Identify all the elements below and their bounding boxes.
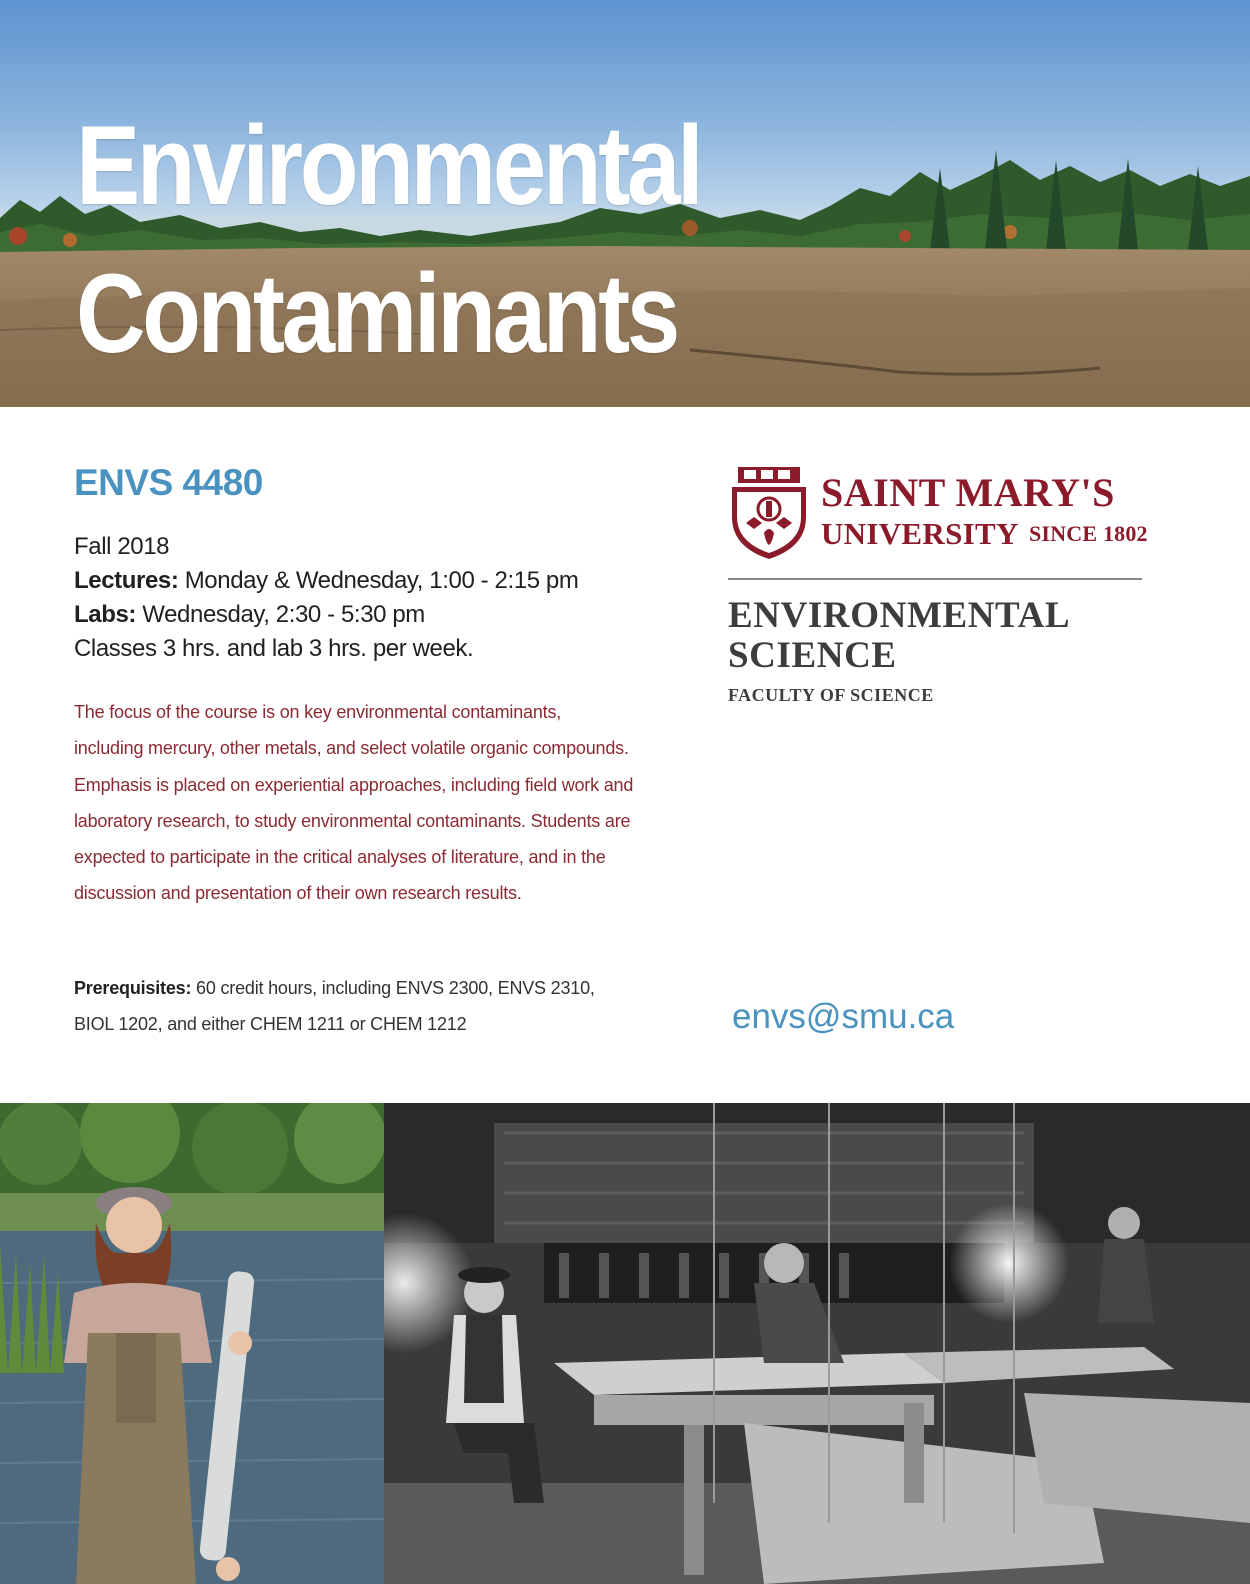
email-link[interactable]: envs@smu.ca: [732, 997, 955, 1036]
university-since: SINCE 1802: [1029, 521, 1148, 546]
department-line-1: ENVIRONMENTAL: [728, 595, 1071, 636]
title-line-2: Contaminants: [76, 251, 677, 376]
department-name: [728, 596, 1070, 706]
labs-label: Labs:: [74, 601, 137, 628]
hero-banner: [0, 0, 1250, 407]
hours-row: Classes 3 hrs. and lab 3 hrs. per week.: [74, 635, 474, 662]
crest-icon: [728, 465, 810, 561]
lectures-label: Lectures:: [74, 567, 179, 594]
university-name-line-1: SAINT MARY'S: [821, 470, 1115, 515]
lectures-row: [74, 564, 578, 598]
labs-row: [74, 598, 578, 632]
page-title: [76, 92, 700, 388]
field-research-photo: [0, 1103, 384, 1584]
lectures-value: Monday & Wednesday, 1:00 - 2:15 pm: [178, 567, 579, 594]
prereq-label: Prerequisites:: [74, 978, 192, 998]
historic-gold-mill-image: [384, 1103, 1250, 1584]
course-schedule: [74, 530, 578, 666]
department-line-2: SCIENCE: [728, 635, 897, 676]
university-name-line-2: UNIVERSITY: [821, 516, 1019, 551]
faculty-name: FACULTY OF SCIENCE: [728, 685, 934, 705]
labs-value: Wednesday, 2:30 - 5:30 pm: [136, 601, 425, 628]
historic-mill-photo: [384, 1103, 1250, 1584]
prereq-value: 60 credit hours, including ENVS 2300, ENVS 2310, BIOL 1202, and either CHEM 1211 or CHEM 1212: [74, 978, 595, 1035]
course-description: The focus of the course is on key environmental contaminants, including mercury, other metals, and select volatile organic compounds. Emphasis is placed on experiential approaches, including field work and laboratory research, to study environmental contaminants. Students are expected to participate in the critical analyses of literature, and in the discussion and presentation of their own research results.: [74, 702, 634, 904]
title-line-1: Environmental: [76, 103, 701, 228]
course-term: Fall 2018: [74, 533, 170, 560]
university-logo: [728, 465, 1148, 565]
divider: [728, 578, 1142, 580]
student-in-pond-image: [0, 1103, 384, 1584]
course-code: ENVS 4480: [74, 462, 263, 503]
prerequisites: [74, 970, 634, 1043]
